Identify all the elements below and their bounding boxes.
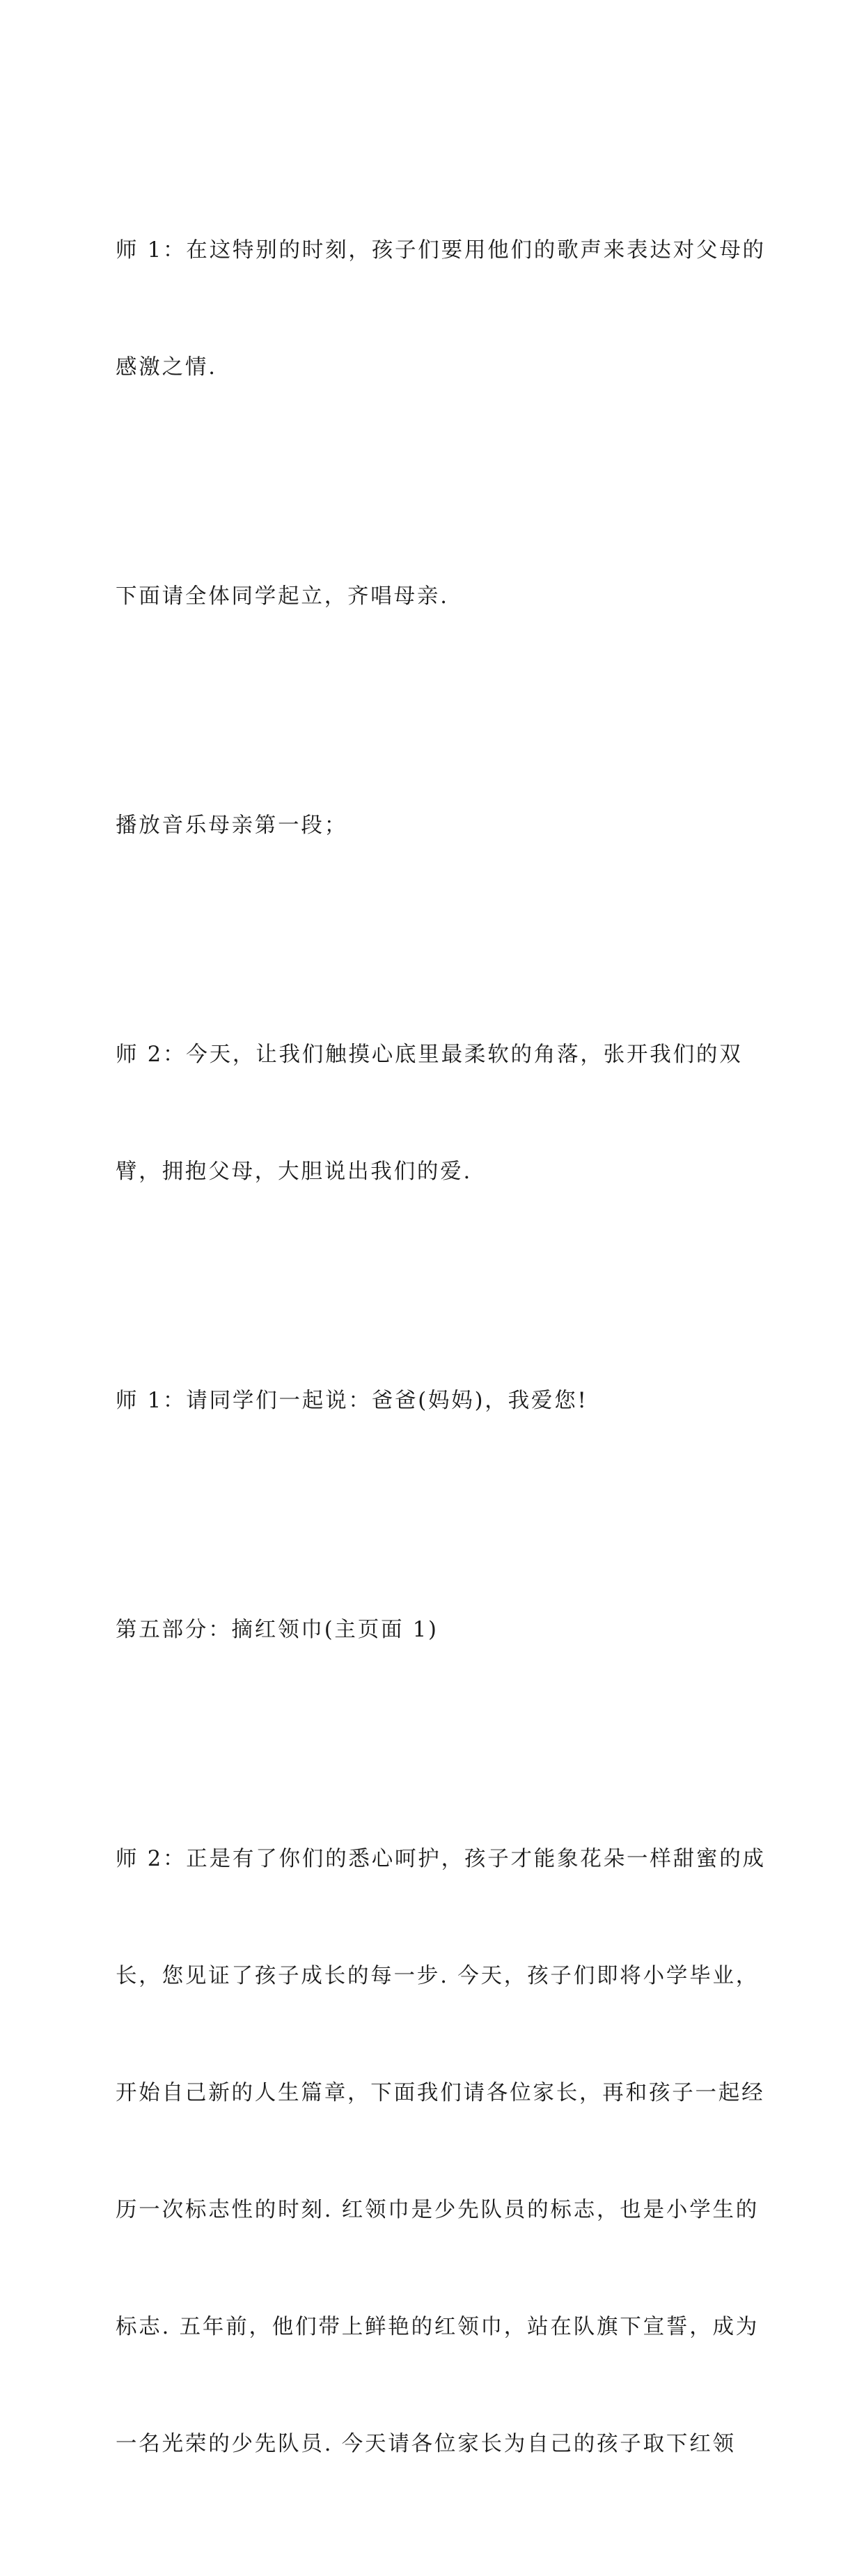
- text-line: 第五部分：摘红领巾(主页面 1): [116, 1618, 439, 1642]
- section-heading-part-five: [116, 1533, 763, 1728]
- text-line: 下面请全体同学起立，齐唱母亲.: [116, 584, 449, 609]
- text-line: 臂，拥抱父母，大胆说出我们的爱.: [116, 1160, 472, 1184]
- text-line: 师 1：在这特别的时刻，孩子们要用他们的歌声来表达对父母的: [116, 238, 766, 263]
- text-line: 一名光荣的少先队员. 今天请各位家长为自己的孩子取下红领: [116, 2432, 736, 2456]
- paragraph-play-music: [116, 728, 763, 923]
- text-line: 师 2：今天，让我们触摸心底里最柔软的角落，张开我们的双: [116, 1043, 743, 1067]
- paragraph-teacher1-say-love: [116, 1304, 763, 1499]
- text-line: 开始自己新的人生篇章，下面我们请各位家长，再和孩子一起经: [116, 2081, 765, 2105]
- text-line: 播放音乐母亲第一段；: [116, 813, 347, 838]
- text-line: 历一次标志性的时刻. 红领巾是少先队员的标志，也是小学生的: [116, 2198, 760, 2222]
- paragraph-teacher2-red-scarf: [116, 1762, 766, 2542]
- text-line: 标志. 五年前，他们带上鲜艳的红领巾，站在队旗下宣誓，成为: [116, 2315, 760, 2339]
- paragraph-teacher2-embrace: [116, 958, 763, 1270]
- paragraph-stand-and-sing: [116, 499, 763, 694]
- text-line: 师 1：请同学们一起说：爸爸(妈妈)，我爱您!: [116, 1389, 588, 1413]
- text-line: 长，您见证了孩子成长的每一步. 今天，孩子们即将小学毕业，: [116, 1964, 760, 1988]
- paragraph-teacher1-intro: [116, 153, 766, 465]
- document-body: [116, 153, 766, 2576]
- text-line: 师 2：正是有了你们的悉心呵护，孩子才能象花朵一样甜蜜的成: [116, 1847, 766, 1871]
- text-line: 感激之情.: [116, 355, 217, 380]
